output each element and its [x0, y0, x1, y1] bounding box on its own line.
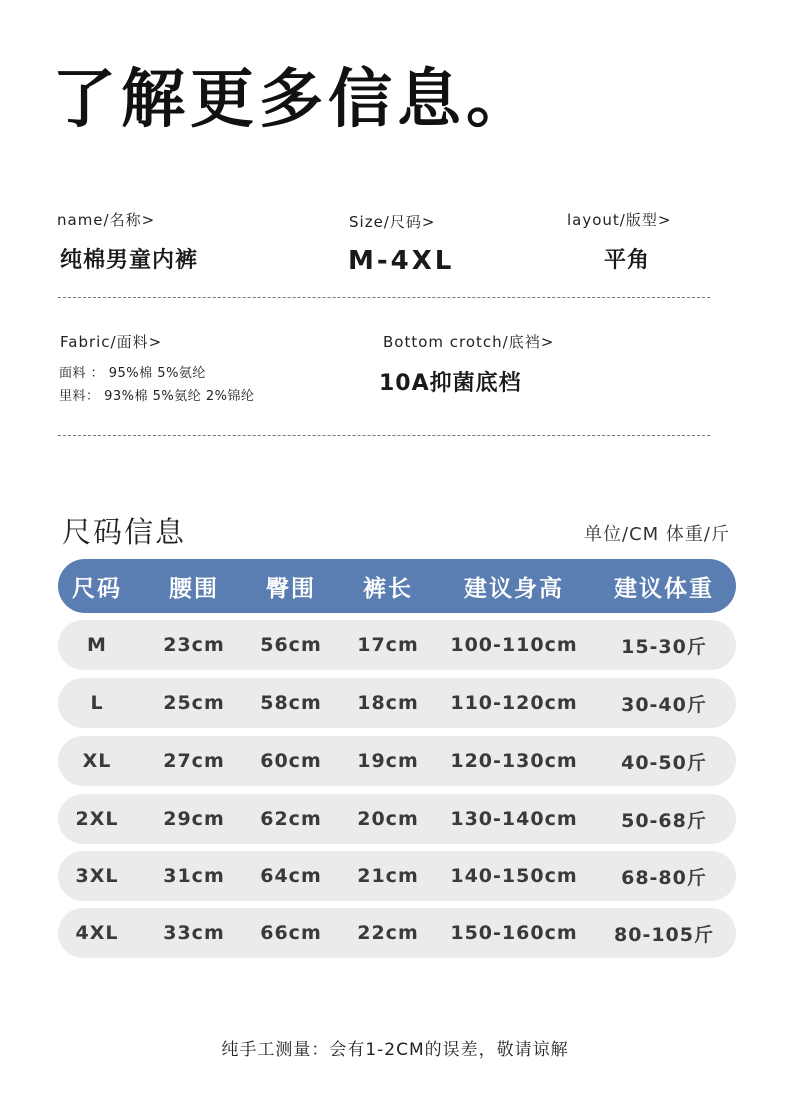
size-value: M-4XL [348, 246, 455, 276]
measurement-note: 纯手工测量：会有1-2CM的误差，敬请谅解 [221, 1040, 569, 1060]
cell-waist: 33cm [163, 922, 225, 944]
cell-height: 110-120cm [450, 692, 578, 714]
layout-value: 平角 [604, 248, 651, 273]
table-row [58, 620, 736, 670]
cell-weight: 80-105斤 [614, 923, 714, 946]
cell-waist: 27cm [163, 750, 225, 772]
name-label: name/名称> [57, 211, 156, 229]
cell-height: 120-130cm [450, 750, 578, 772]
name-value: 纯棉男童内裤 [60, 248, 199, 273]
divider-bottom [58, 435, 710, 436]
cell-weight: 15-30斤 [621, 635, 707, 658]
size-section-title: 尺码信息 [62, 515, 187, 549]
table-header [58, 559, 736, 613]
cell-height: 150-160cm [450, 922, 578, 944]
cell-waist: 25cm [163, 692, 225, 714]
fabric-outer: 面料 ： 95%棉 5%氨纶 [59, 366, 206, 381]
header-height: 建议身高 [464, 575, 564, 602]
cell-hip: 66cm [260, 922, 322, 944]
cell-length: 18cm [357, 692, 419, 714]
cell-height: 140-150cm [450, 865, 578, 887]
cell-weight: 30-40斤 [621, 693, 707, 716]
divider-top [58, 297, 710, 298]
table-row [58, 736, 736, 786]
table-row [58, 794, 736, 844]
cell-length: 19cm [357, 750, 419, 772]
cell-length: 17cm [357, 634, 419, 656]
cell-waist: 29cm [163, 808, 225, 830]
cell-length: 22cm [357, 922, 419, 944]
cell-size: XL [82, 750, 112, 772]
cell-weight: 50-68斤 [621, 809, 707, 832]
page-title: 了解更多信息。 [52, 63, 535, 137]
cell-weight: 68-80斤 [621, 866, 707, 889]
cell-size: L [90, 692, 104, 714]
header-waist: 腰围 [169, 575, 219, 602]
table-row [58, 908, 736, 958]
header-length: 裤长 [363, 575, 413, 602]
cell-hip: 64cm [260, 865, 322, 887]
cell-height: 130-140cm [450, 808, 578, 830]
cell-waist: 23cm [163, 634, 225, 656]
fabric-lining: 里料： 93%棉 5%氨纶 2%锦纶 [59, 389, 255, 404]
cell-length: 20cm [357, 808, 419, 830]
cell-hip: 62cm [260, 808, 322, 830]
header-weight: 建议体重 [614, 575, 714, 602]
crotch-value: 10A抑菌底档 [379, 371, 522, 396]
cell-hip: 58cm [260, 692, 322, 714]
unit-note: 单位/CM 体重/斤 [584, 524, 730, 545]
cell-size: M [87, 634, 107, 656]
table-row [58, 678, 736, 728]
header-hip: 臀围 [266, 575, 316, 602]
cell-size: 3XL [75, 865, 119, 887]
table-row [58, 851, 736, 901]
cell-height: 100-110cm [450, 634, 578, 656]
cell-waist: 31cm [163, 865, 225, 887]
layout-label: layout/版型> [567, 211, 672, 229]
size-label: Size/尺码> [349, 213, 436, 231]
fabric-label: Fabric/面料> [60, 333, 163, 351]
cell-hip: 56cm [260, 634, 322, 656]
cell-weight: 40-50斤 [621, 751, 707, 774]
crotch-label: Bottom crotch/底裆> [383, 333, 555, 351]
cell-size: 2XL [75, 808, 119, 830]
header-size: 尺码 [72, 575, 122, 602]
cell-size: 4XL [75, 922, 119, 944]
cell-hip: 60cm [260, 750, 322, 772]
cell-length: 21cm [357, 865, 419, 887]
